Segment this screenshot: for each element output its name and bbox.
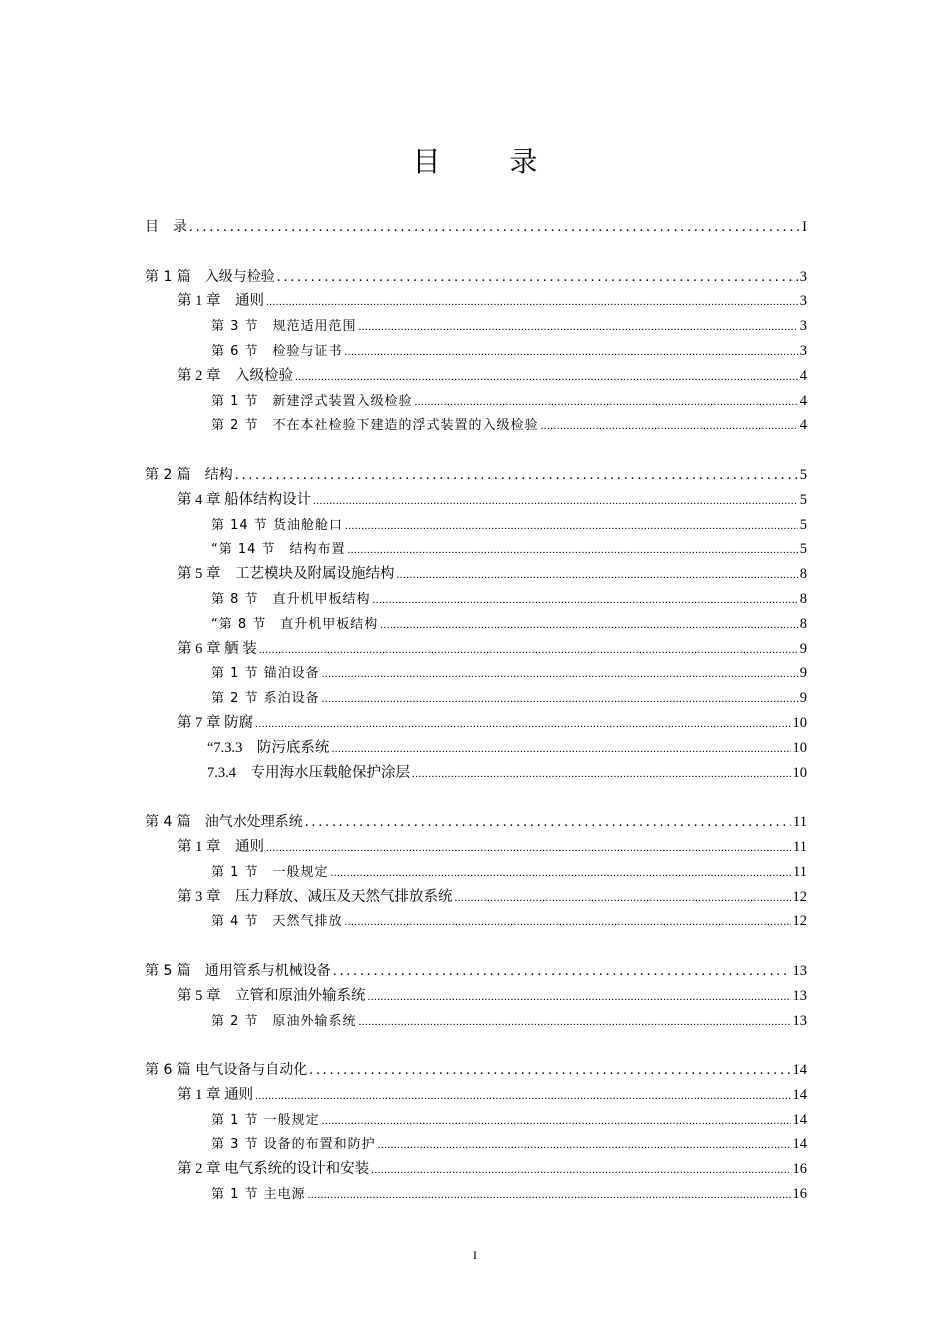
toc-entry-label: 7.3.4 专用海水压载舱保护涂层 <box>207 764 410 781</box>
toc-entry-level-2[interactable] <box>145 339 807 364</box>
dot-leader <box>359 315 798 340</box>
toc-entry-level-0[interactable] <box>145 810 807 835</box>
toc-entry-label: 第 1 节 新建浮式装置入级检验 <box>211 393 413 409</box>
toc-entry-level-1[interactable] <box>145 1083 807 1108</box>
toc-entry-label: 第 1 章 通则 <box>177 293 264 310</box>
section-gap <box>145 934 807 959</box>
toc-entry-page: 14 <box>792 1062 807 1079</box>
toc-entry-level-1[interactable] <box>145 488 807 513</box>
toc-entry-level-0[interactable] <box>145 1058 807 1083</box>
toc-entry-page: 4 <box>799 392 807 409</box>
toc-entry-level-2[interactable] <box>145 537 807 562</box>
section-gap <box>145 785 807 810</box>
dot-leader <box>259 638 798 663</box>
toc-entry-label: “第 14 节 结构布置 <box>211 542 346 558</box>
toc-entry-label: 第 4 节 天然气排放 <box>211 914 343 930</box>
dot-leader <box>305 810 791 835</box>
page-title: 目 录 <box>412 145 568 178</box>
toc-entry-page: 3 <box>799 268 807 285</box>
toc-entry-page: 5 <box>799 491 807 508</box>
toc-entry-label: 第 6 节 检验与证书 <box>211 343 343 359</box>
toc-entry-label: 第 2 章 入级检验 <box>177 367 293 384</box>
toc-entry-level-0[interactable] <box>145 463 807 488</box>
toc-entry-page: 13 <box>792 1012 807 1029</box>
toc-entry-label: 第 5 篇 通用管系与机械设备 <box>145 962 331 979</box>
toc-entry-page: 10 <box>792 764 807 781</box>
dot-leader <box>378 1133 791 1158</box>
toc-entry-label: 第 2 节 不在本社检验下建造的浮式装置的入级检验 <box>211 418 539 434</box>
toc-entry-level-2[interactable] <box>145 413 807 438</box>
toc-entry-page: 8 <box>799 566 807 583</box>
toc-entry-label: 第 5 章 工艺模块及附属设施结构 <box>177 566 395 583</box>
dot-leader <box>412 762 791 787</box>
toc-entry-label: 目 录 <box>145 219 187 235</box>
section-gap <box>145 1033 807 1058</box>
toc-entry-level-1[interactable] <box>145 711 807 736</box>
toc-entry-level-2[interactable] <box>145 1108 807 1133</box>
toc-entry-label: 第 8 节 直升机甲板结构 <box>211 591 371 607</box>
section-gap <box>145 438 807 463</box>
dot-leader <box>455 886 791 911</box>
dot-leader <box>189 215 800 240</box>
dot-leader <box>397 563 798 588</box>
toc-entry-level-3[interactable] <box>145 761 807 786</box>
dot-leader <box>371 1158 790 1183</box>
toc-entry-level-2[interactable] <box>145 686 807 711</box>
toc-entry-page: 11 <box>793 863 807 880</box>
toc-entry-label: 第 2 篇 结构 <box>145 466 233 483</box>
dot-leader <box>331 737 790 762</box>
toc-entry-level-2[interactable] <box>145 909 807 934</box>
toc-entry-page: 5 <box>799 541 807 558</box>
toc-entry-label: 第 1 章 通则 <box>177 838 264 855</box>
toc-entry-label: 第 1 篇 入级与检验 <box>145 268 275 285</box>
toc-entry-page: 11 <box>793 838 807 855</box>
toc-entry-level-2[interactable] <box>145 513 807 538</box>
toc-entry-level-1[interactable] <box>145 289 807 314</box>
toc-entry-page: 16 <box>792 1161 807 1178</box>
toc-entry-label: 第 1 节 一般规定 <box>211 864 329 880</box>
dot-leader <box>255 712 790 737</box>
toc-entry-page: 8 <box>799 615 807 632</box>
toc-entry-level-1[interactable] <box>145 984 807 1009</box>
dot-leader <box>266 290 798 315</box>
section-gap <box>145 240 807 265</box>
toc-entry-label: 第 5 章 立管和原油外输系统 <box>177 987 366 1004</box>
dot-leader <box>345 340 798 365</box>
dot-leader <box>313 489 798 514</box>
toc-entry-label: 第 7 章 防腐 <box>177 714 254 731</box>
toc-entry-label: 第 1 节 主电源 <box>211 1187 306 1203</box>
toc-entry-level-0[interactable] <box>145 265 807 290</box>
dot-leader <box>333 959 791 984</box>
toc-entry-page: 13 <box>792 987 807 1004</box>
dot-leader <box>266 836 791 861</box>
toc-entry-label: 第 6 篇 电气设备与自动化 <box>145 1062 308 1079</box>
toc-entry-level-2[interactable] <box>145 314 807 339</box>
toc-entry-label: 第 3 节 规范适用范围 <box>211 319 357 335</box>
toc-entry-label: “7.3.3 防污底系统 <box>207 739 330 756</box>
dot-leader <box>380 613 797 638</box>
toc-entry-level-0[interactable] <box>145 215 807 240</box>
toc-entry-level-2[interactable] <box>145 1182 807 1207</box>
toc-entry-label: 第 2 节 原油外输系统 <box>211 1013 357 1029</box>
dot-leader <box>541 414 798 439</box>
toc-entry-level-2[interactable] <box>145 1009 807 1034</box>
toc-entry-label: 第 1 节 锚泊设备 <box>211 666 320 682</box>
toc-entry-level-1[interactable] <box>145 562 807 587</box>
toc-entry-level-2[interactable] <box>145 389 807 414</box>
toc-entry-level-0[interactable] <box>145 959 807 984</box>
toc-entry-page: 11 <box>793 814 807 831</box>
toc-entry-level-1[interactable] <box>145 364 807 389</box>
toc-entry-page: 5 <box>799 466 807 483</box>
toc-entry-page: 16 <box>792 1186 807 1203</box>
toc-entry-page: 8 <box>799 590 807 607</box>
toc-entry-page: 14 <box>792 1136 807 1153</box>
toc-entry-level-1[interactable] <box>145 1157 807 1182</box>
toc-entry-page: 13 <box>792 962 807 979</box>
table-of-contents <box>145 215 807 1207</box>
dot-leader <box>359 1010 791 1035</box>
toc-entry-label: 第 6 章 舾 装 <box>177 640 257 657</box>
dot-leader <box>345 910 791 935</box>
dot-leader <box>373 588 798 613</box>
toc-entry-page: 10 <box>792 714 807 731</box>
toc-entry-page: 4 <box>799 367 807 384</box>
toc-entry-page: 3 <box>799 293 807 310</box>
toc-entry-level-3[interactable] <box>145 736 807 761</box>
dot-leader <box>322 662 798 687</box>
dot-leader <box>235 463 798 488</box>
toc-entry-page: 10 <box>792 739 807 756</box>
toc-entry-label: 第 14 节 货油舱舱口 <box>211 517 343 533</box>
toc-entry-label: 第 3 章 压力释放、减压及天然气排放系统 <box>177 888 453 905</box>
toc-entry-page: 3 <box>799 318 807 335</box>
dot-leader <box>255 1084 790 1109</box>
toc-entry-label: 第 2 节 系泊设备 <box>211 691 320 707</box>
dot-leader <box>368 985 791 1010</box>
toc-entry-label: 第 2 章 电气系统的设计和安装 <box>177 1161 370 1178</box>
page-number: I <box>473 1248 477 1262</box>
dot-leader <box>309 1058 790 1083</box>
toc-entry-level-1[interactable] <box>145 637 807 662</box>
toc-entry-page: 14 <box>792 1111 807 1128</box>
toc-entry-page: 9 <box>799 665 807 682</box>
dot-leader <box>308 1183 791 1208</box>
toc-entry-level-1[interactable] <box>145 885 807 910</box>
toc-entry-page: 4 <box>799 417 807 434</box>
toc-entry-page: 12 <box>792 888 807 905</box>
dot-leader <box>322 687 798 712</box>
toc-entry-page: 12 <box>792 913 807 930</box>
dot-leader <box>295 365 798 390</box>
toc-entry-page: 9 <box>799 690 807 707</box>
toc-entry-label: 第 4 篇 油气水处理系统 <box>145 814 303 831</box>
toc-entry-page: 14 <box>792 1086 807 1103</box>
toc-entry-level-2[interactable] <box>145 860 807 885</box>
dot-leader <box>348 538 798 563</box>
toc-entry-label: 第 3 节 设备的布置和防护 <box>211 1137 376 1153</box>
toc-entry-label: 第 1 节 一般规定 <box>211 1112 320 1128</box>
toc-entry-level-2[interactable] <box>145 612 807 637</box>
toc-entry-level-2[interactable] <box>145 587 807 612</box>
dot-leader <box>345 514 798 539</box>
toc-entry-label: 第 1 章 通则 <box>177 1086 254 1103</box>
toc-entry-label: “第 8 节 直升机甲板结构 <box>211 616 379 632</box>
toc-entry-page: 5 <box>799 516 807 533</box>
toc-entry-page: I <box>802 219 807 235</box>
dot-leader <box>415 390 798 415</box>
toc-entry-level-2[interactable] <box>145 1132 807 1157</box>
toc-entry-level-2[interactable] <box>145 661 807 686</box>
toc-entry-label: 第 4 章 船体结构设计 <box>177 491 312 508</box>
toc-entry-page: 3 <box>799 342 807 359</box>
dot-leader <box>277 265 798 290</box>
toc-entry-level-1[interactable] <box>145 835 807 860</box>
dot-leader <box>322 1109 791 1134</box>
toc-entry-page: 9 <box>799 640 807 657</box>
dot-leader <box>331 861 791 886</box>
